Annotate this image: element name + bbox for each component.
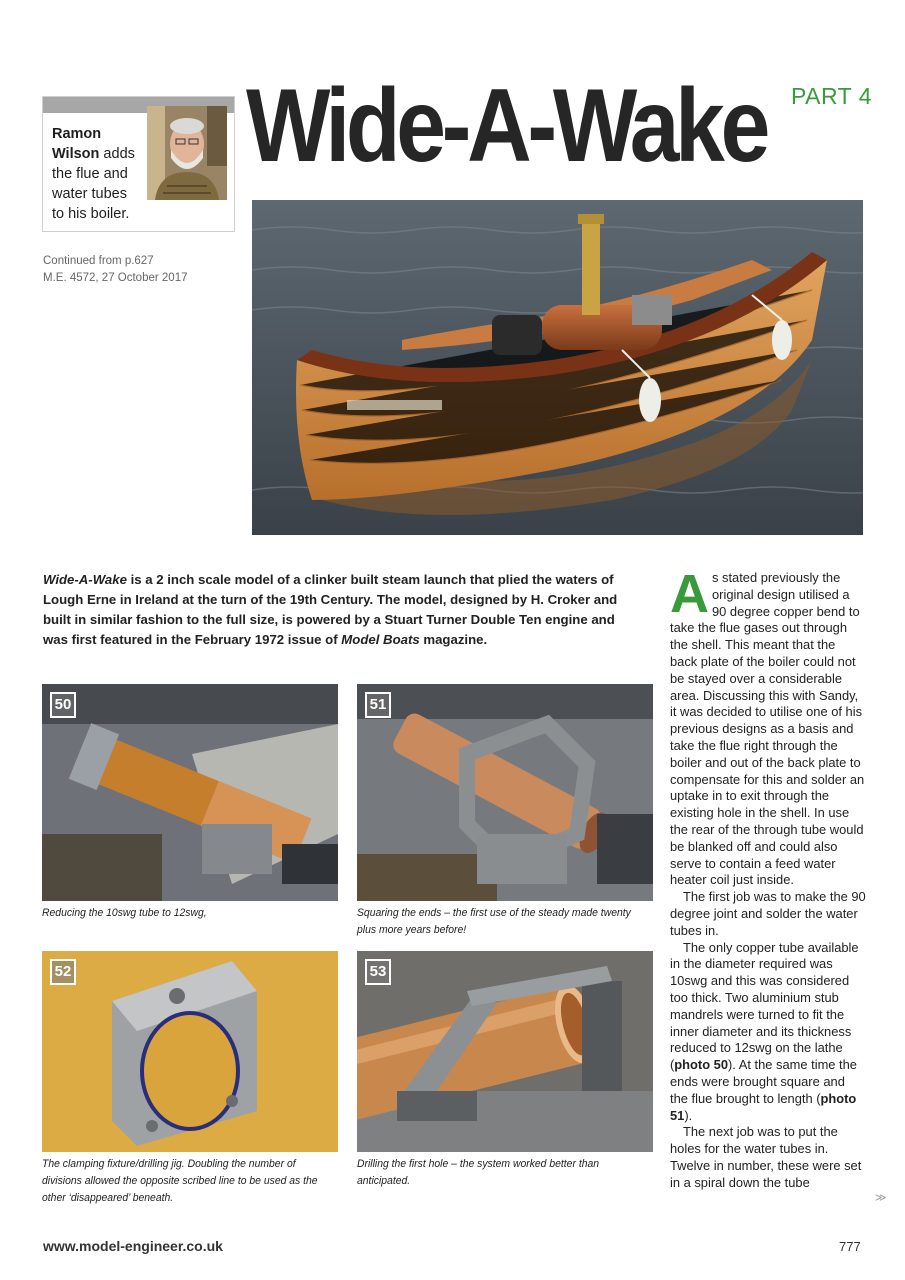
body-paragraph-3-c: ). [684, 1107, 693, 1123]
photo-reference: photo 51 [670, 1090, 857, 1123]
author-blurb-a: adds [99, 146, 135, 162]
author-blurb-d: to his boiler. [52, 206, 130, 222]
hero-boat-photo [252, 200, 863, 535]
photo-number: 53 [365, 959, 391, 985]
body-paragraph-1: s stated previously the original design utilised a 90 degree copper bend to take the flue gases out through the shell. This meant that the back plate of the boiler could not be stayed over a considerable area. Discussing this with Sandy, it was decided to utilise one of his previous designs as a basis and take the flue right through the boiler and out of the back plate to compensate for this and solder an uptake in to exit through the existing hole in the shell. In use the rear of the through tube would be blanked off and could also serve to contain a feed water heater coil just inside. [670, 570, 865, 888]
photo-53 [357, 951, 653, 1152]
photo-caption: Squaring the ends – the first use of the steady made twenty plus more years before! [357, 907, 631, 936]
intro-text-b: magazine. [419, 632, 488, 647]
body-paragraph [670, 564, 866, 889]
author-blurb-c: water tubes [52, 186, 127, 202]
photo-caption: The clamping fixture/drilling jig. Doubling the number of divisions allowed the opposite scribed line to be used as the other ‘disappeared’ beneath. [42, 1158, 318, 1204]
photo-52 [42, 951, 338, 1152]
intro-paragraph [43, 570, 633, 650]
footer-url: www.model-engineer.co.uk [43, 1238, 223, 1254]
body-paragraph-3-b: ). At the same time the ends were brought square and the flue brought to length ( [670, 1057, 857, 1106]
author-photo [147, 106, 227, 200]
author-box [42, 96, 235, 232]
intro-boat-name: Wide-A-Wake [43, 572, 127, 587]
intro-magazine-name: Model Boats [341, 632, 420, 647]
author-blurb-b: the flue and [52, 166, 128, 182]
drop-cap: A [670, 564, 709, 624]
issue-reference: M.E. 4572, 27 October 2017 [43, 272, 188, 284]
photo-50 [42, 684, 338, 901]
photo-reference: photo 50 [674, 1057, 729, 1073]
body-paragraph-2: The first job was to make the 90 degree joint and solder the water tubes in. [670, 889, 866, 938]
article-title: Wide-A-Wake [246, 68, 767, 184]
part-label: PART 4 [791, 83, 872, 109]
photo-caption: Reducing the 10swg tube to 12swg, [42, 907, 207, 919]
body-paragraph-4: The next job was to put the holes for the water tubes in. Twelve in number, these were set in a spiral down the tube [670, 1124, 862, 1190]
continue-arrow-icon: ≫ [875, 1192, 887, 1204]
body-paragraph-3 [670, 940, 866, 1125]
photo-number: 52 [50, 959, 76, 985]
photo-number: 50 [50, 692, 76, 718]
photo-caption: Drilling the first hole – the system worked better than anticipated. [357, 1158, 600, 1187]
continued-note [43, 253, 187, 287]
author-name-last: Wilson [52, 146, 100, 162]
photo-51 [357, 684, 653, 901]
author-name-first: Ramon [52, 126, 102, 142]
author-blurb [52, 124, 147, 224]
page-number: 777 [839, 1239, 861, 1254]
body-paragraph-3-a: The only copper tube available in the diameter required was 10swg and this was considered too thick. Two aluminium stub mandrels were turned to fit the inner diameter and its thickness reduced to 12swg on the lathe ( [670, 939, 859, 1073]
photo-number: 51 [365, 692, 391, 718]
article-body [670, 564, 866, 1191]
continued-from: Continued from p.627 [43, 255, 154, 267]
intro-text-a: is a 2 inch scale model of a clinker built steam launch that plied the waters of Lough Erne in Ireland at the turn of the 19th Century. The model, designed by H. Croker and built in similar fashion to the full size, is powered by a Stuart Turner Double Ten engine and was first featured in the February 1972 issue of [43, 572, 618, 647]
